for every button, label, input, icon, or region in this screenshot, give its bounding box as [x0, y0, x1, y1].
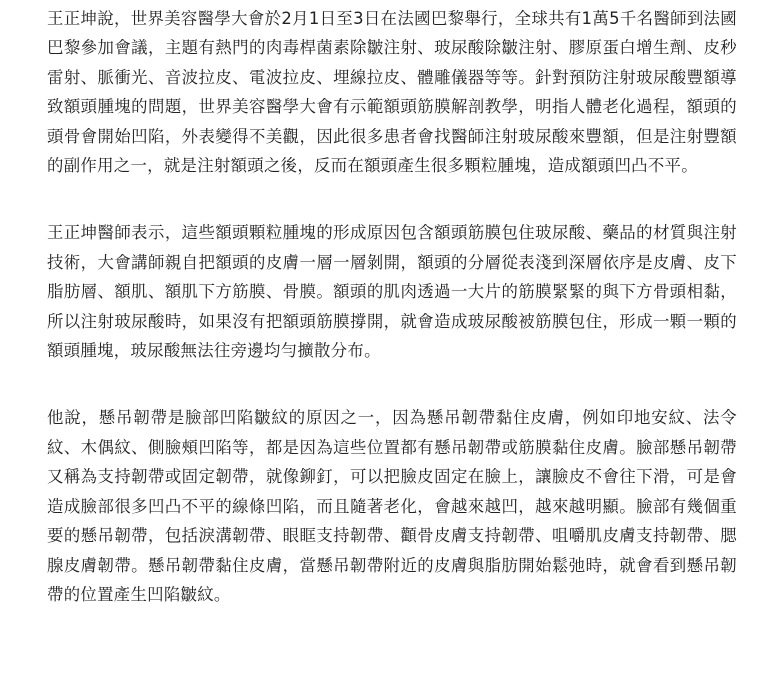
paragraph-forehead-fascia-cause: 王正坤醫師表示，這些額頭顆粒腫塊的形成原因包含額頭筋膜包住玻尿酸、藥品的材質與注射技術，大會講師親自把額頭的皮膚一層一層剝開，額頭的分層從表淺到深層依序是皮膚、皮下脂肪層、額肌、額肌下方筋膜、骨膜。額頭的肌肉透過一大片的筋膜緊緊的與下方骨頭相黏，所以注射玻尿酸時，如果沒有把額頭筋膜撐開，就會造成玻尿酸被筋膜包住，形成一顆一顆的額頭腫塊，玻尿酸無法往旁邊均勻擴散分布。 [47, 223, 737, 361]
paragraph-retaining-ligaments: 他說，懸吊韌帶是臉部凹陷皺紋的原因之一，因為懸吊韌帶黏住皮膚，例如印地安紋、法令紋、木偶紋、側臉頰凹陷等，都是因為這些位置都有懸吊韌帶或筋膜黏住皮膚。臉部懸吊韌帶又稱為支持韌帶或固定韌帶，就像鉚釘，可以把臉皮固定在臉上，讓臉皮不會往下滑，可是會造成臉部很多凹凸不平的線條凹陷，而且隨著老化，會越來越凹，越來越明顯。臉部有幾個重要的懸吊韌帶，包括淚溝韌帶、眼眶支持韌帶、顴骨皮膚支持韌帶、咀嚼肌皮膚支持韌帶、腮腺皮膚韌帶。懸吊韌帶黏住皮膚，當懸吊韌帶附近的皮膚與脂肪開始鬆弛時，就會看到懸吊韌帶的位置產生凹陷皺紋。 [47, 408, 737, 604]
article-body [47, 4, 737, 609]
paragraph-forehead-filler-conference: 王正坤說，世界美容醫學大會於2月1日至3日在法國巴黎舉行，全球共有1萬5千名醫師到法國巴黎參加會議，主題有熱門的肉毒桿菌素除皺注射、玻尿酸除皺注射、膠原蛋白增生劑、皮秒雷射、脈衝光、音波拉皮、電波拉皮、埋線拉皮、體雕儀器等等。針對預防注射玻尿酸豐額導致額頭腫塊的問題，世界美容醫學大會有示範額頭筋膜解剖教學，明指人體老化過程，額頭的頭骨會開始凹陷，外表變得不美觀，因此很多患者會找醫師注射玻尿酸來豐額，但是注射豐額的副作用之一，就是注射額頭之後，反而在額頭產生很多顆粒腫塊，造成額頭凹凸不平。 [47, 9, 737, 176]
